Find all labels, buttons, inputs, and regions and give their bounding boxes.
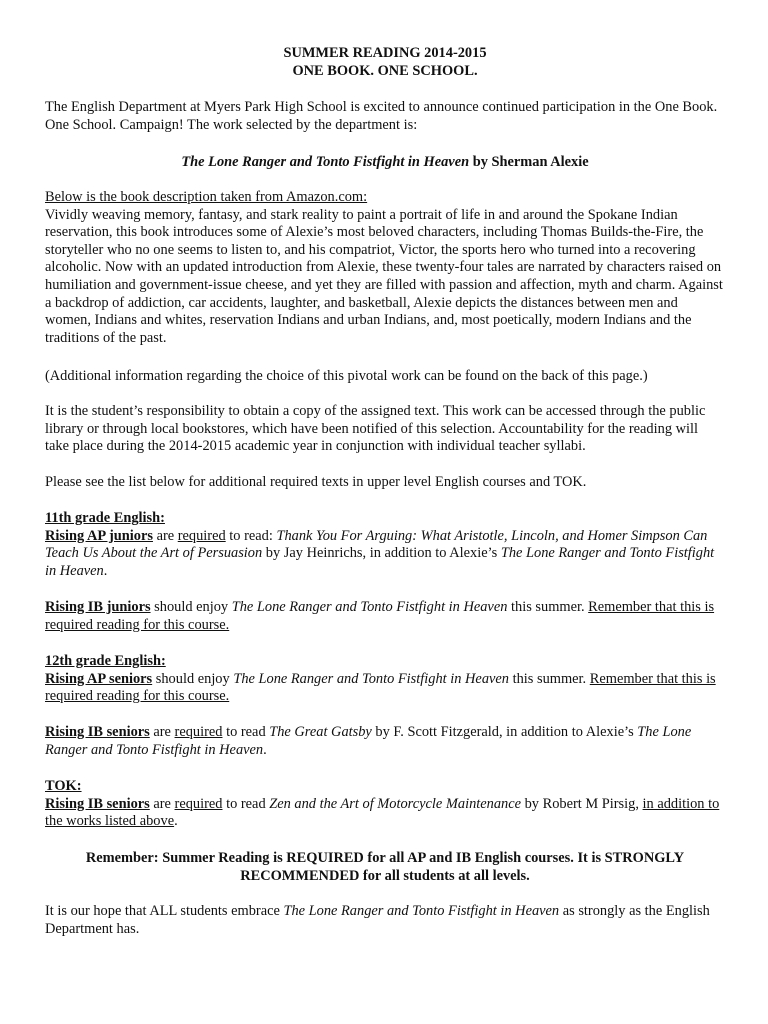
additional-info-note: (Additional information regarding the choice of this pivotal work can be found on the back of this page.) (45, 368, 648, 384)
tok-to-read: to read (222, 795, 270, 812)
closing-book: The Lone Ranger and Tonto Fistfight in Heaven (283, 903, 560, 919)
selected-book-author: by Sherman Alexie (469, 154, 589, 170)
grade12-ap-book: The Lone Ranger and Tonto Fistfight in Heaven (233, 670, 509, 687)
grade11-ap-book2: The Lone Ranger and Tonto Fistfight in Heaven (45, 545, 715, 579)
title-line-2: ONE BOOK. ONE SCHOOL. (292, 62, 478, 79)
tok-addition: in addition to the works listed above (45, 795, 720, 830)
grade11-ap-section (45, 510, 725, 580)
grade12-ib-book: The Great Gatsby (269, 724, 372, 740)
grade12-ib-are: are (149, 724, 175, 740)
grade11-ap-are: are (152, 527, 178, 544)
grade12-ib-who: Rising IB seniors (45, 724, 150, 740)
grade11-ap-required: required (177, 527, 226, 544)
responsibility-paragraph: It is the student’s responsibility to obtain a copy of the assigned text. This work can be accessed through the public library or through local bookstores, which have been notified of this selection. Accountability for the reading will take place during the 2014-2015 academic year in conjunction with individual teacher syllabi. (45, 403, 706, 455)
tok-section (45, 778, 725, 831)
closing-end: as strongly as the English Department has. (45, 903, 710, 937)
grade11-ap-who: Rising AP juniors (45, 527, 153, 544)
tok-required: required (174, 795, 223, 812)
grade12-ib-book2: The Lone Ranger and Tonto Fistfight in Heaven (45, 724, 692, 758)
grade12-ap-who: Rising AP seniors (45, 670, 153, 687)
title-line-1: SUMMER READING 2014-2015 (283, 45, 487, 61)
grade11-ib-reminder: Remember that this is required reading for this course. (45, 599, 715, 633)
grade12-ib-required: required (174, 724, 223, 740)
list-intro: Please see the list below for additional required texts in upper level English courses and TOK. (45, 474, 587, 490)
tok-heading: TOK: (45, 778, 82, 794)
tok-end: . (174, 813, 178, 830)
grade11-ap-book: Thank You For Arguing: What Aristotle, Lincoln, and Homer Simpson Can Teach Us About the Art of Persuasion (45, 527, 708, 562)
tok-book: Zen and the Art of Motorcycle Maintenance (269, 795, 522, 812)
grade12-ap-section (45, 653, 725, 706)
description-text: Vividly weaving memory, fantasy, and stark reality to paint a portrait of life in and around the Spokane Indian reservation, this book introduces some of Alexie’s most beloved characters, including Thomas Builds-the-Fire, the storyteller who no one seems to listen to, and his compatriot, Victor, the sports hero who turned into a recovering alcoholic. Now with an updated introduction from Alexie, these twenty-four tales are narrated by characters raised on humiliation and government-issue cheese, and yet they are filled with passion and affection, myth and charm. Against a backdrop of addiction, car accidents, laughter, and basketball, Alexie depicts the distances between men and women, Indians and whites, reservation Indians and urban Indians, and, most poetically, modern Indians and the traditions of the past. (45, 206, 723, 346)
tok-who: Rising IB seniors (45, 795, 150, 812)
grade11-ib-who: Rising IB juniors (45, 599, 151, 615)
reminder-notice: Remember: Summer Reading is REQUIRED for all AP and IB English courses. It is STRONGLY RECOMMENDED for all students at all levels. (85, 850, 685, 884)
grade11-ib-book: The Lone Ranger and Tonto Fistfight in Heaven (231, 599, 508, 615)
grade12-ib-section (45, 724, 725, 759)
grade12-heading: 12th grade English: (45, 653, 166, 669)
page-title (45, 45, 725, 80)
tok-are: are (149, 795, 175, 812)
tok-author: by Robert M Pirsig, (521, 795, 643, 812)
grade12-ib-to-read: to read (222, 724, 270, 740)
grade11-ap-to-read: to read: (225, 527, 277, 544)
grade11-ap-end: . (103, 562, 108, 579)
grade11-ib-after: this summer. (507, 599, 589, 615)
closing-paragraph (45, 903, 725, 938)
grade12-ib-author: by F. Scott Fitzgerald, in addition to Alexie’s (371, 724, 638, 740)
selected-book-title: The Lone Ranger and Tonto Fistfight in Heaven (181, 154, 470, 170)
grade11-ib-section (45, 599, 725, 634)
grade11-heading: 11th grade English: (45, 510, 165, 526)
description-block (45, 189, 725, 347)
grade11-ib-mid: should enjoy (150, 599, 232, 615)
grade11-ap-author: by Jay Heinrichs, in addition to Alexie’s (262, 545, 501, 562)
selected-book-line (45, 154, 725, 172)
grade12-ib-end: . (263, 741, 267, 758)
intro-paragraph: The English Department at Myers Park High School is excited to announce continued participation in the One Book. One School. Campaign! The work selected by the department is: (45, 99, 718, 133)
grade12-ap-reminder: Remember that this is required reading for this course. (45, 670, 716, 705)
grade12-ap-mid: should enjoy (152, 670, 234, 687)
closing-start: It is our hope that ALL students embrace (45, 903, 284, 919)
description-heading: Below is the book description taken from Amazon.com: (45, 189, 368, 205)
grade12-ap-after: this summer. (509, 670, 590, 687)
